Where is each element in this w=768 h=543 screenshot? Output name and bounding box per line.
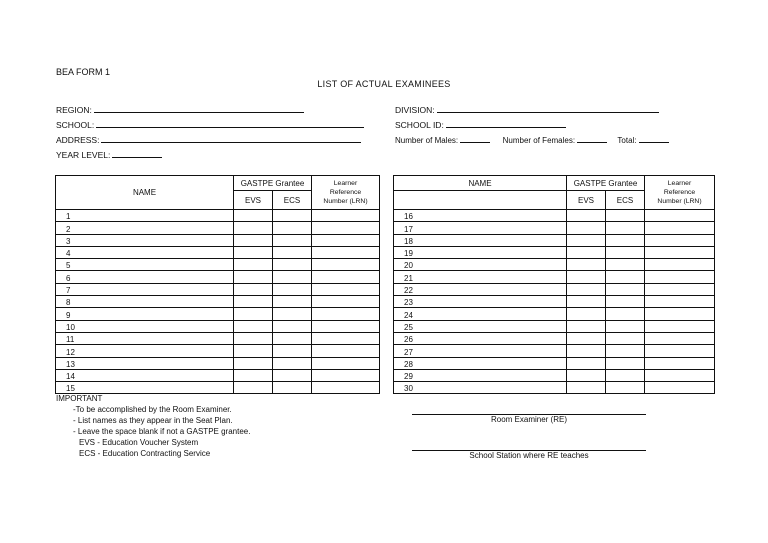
evs-cell[interactable] (567, 382, 606, 394)
ecs-cell[interactable] (273, 382, 312, 394)
ecs-cell[interactable] (273, 345, 312, 357)
lrn-header-line2: Reference (663, 189, 696, 196)
ecs-cell[interactable] (273, 259, 312, 271)
evs-cell[interactable] (567, 369, 606, 381)
school-field[interactable] (56, 119, 364, 130)
ecs-cell[interactable] (606, 222, 645, 234)
ecs-cell[interactable] (273, 369, 312, 381)
name-cell[interactable]: 15 (56, 382, 234, 394)
name-cell[interactable]: 13 (56, 357, 234, 369)
total-input[interactable] (639, 134, 669, 143)
evs-cell[interactable] (234, 271, 273, 283)
table-row (394, 210, 715, 222)
evs-cell[interactable] (567, 357, 606, 369)
evs-cell[interactable] (234, 308, 273, 320)
evs-cell[interactable] (567, 210, 606, 222)
ecs-cell[interactable] (606, 259, 645, 271)
examinees-table-right (393, 175, 715, 394)
note-item: - List names as they appear in the Seat Plan. (73, 416, 233, 425)
ecs-cell[interactable] (606, 320, 645, 332)
school-station-label: School Station where RE teaches (469, 451, 589, 460)
ecs-cell[interactable] (606, 246, 645, 258)
table-row (394, 345, 715, 357)
evs-cell[interactable] (234, 296, 273, 308)
lrn-cell[interactable] (645, 308, 715, 320)
males-input[interactable] (460, 134, 490, 143)
evs-cell[interactable] (234, 259, 273, 271)
table-row (394, 308, 715, 320)
evs-cell[interactable] (567, 296, 606, 308)
ecs-cell[interactable] (606, 369, 645, 381)
name-cell[interactable]: 8 (56, 296, 234, 308)
lrn-cell[interactable] (645, 369, 715, 381)
ecs-cell[interactable] (273, 308, 312, 320)
table-row (394, 234, 715, 246)
room-examiner-signature[interactable] (412, 414, 646, 424)
lrn-cell[interactable] (312, 234, 380, 246)
table-row (56, 345, 380, 357)
lrn-cell[interactable] (645, 271, 715, 283)
name-cell[interactable]: 17 (394, 222, 567, 234)
examinees-table-left (55, 175, 380, 394)
evs-cell[interactable] (567, 234, 606, 246)
table-row (394, 357, 715, 369)
name-header-spacer (394, 191, 567, 210)
ecs-cell[interactable] (273, 332, 312, 344)
evs-cell[interactable] (567, 308, 606, 320)
ecs-cell[interactable] (606, 271, 645, 283)
division-label: DIVISION: (395, 105, 435, 115)
name-header: NAME (56, 176, 234, 210)
table-row (56, 259, 380, 271)
name-cell[interactable]: 4 (56, 246, 234, 258)
evs-cell[interactable] (567, 332, 606, 344)
name-cell[interactable]: 10 (56, 320, 234, 332)
note-item: - Leave the space blank if not a GASTPE grantee. (73, 427, 251, 436)
ecs-cell[interactable] (273, 271, 312, 283)
notes-heading: IMPORTANT (56, 394, 103, 403)
name-cell[interactable]: 14 (56, 369, 234, 381)
ecs-cell[interactable] (273, 234, 312, 246)
name-cell[interactable]: 28 (394, 357, 567, 369)
evs-cell[interactable] (234, 246, 273, 258)
lrn-cell[interactable] (645, 320, 715, 332)
females-input[interactable] (577, 134, 607, 143)
region-label: REGION: (56, 105, 92, 115)
lrn-cell[interactable] (312, 369, 380, 381)
ecs-cell[interactable] (273, 210, 312, 222)
evs-cell[interactable] (567, 222, 606, 234)
table-row (56, 283, 380, 295)
evs-cell[interactable] (234, 332, 273, 344)
name-cell[interactable]: 6 (56, 271, 234, 283)
name-cell[interactable]: 25 (394, 320, 567, 332)
table-row (394, 296, 715, 308)
lrn-header (312, 176, 380, 210)
table-row (56, 234, 380, 246)
ecs-cell[interactable] (606, 296, 645, 308)
evs-cell[interactable] (567, 259, 606, 271)
table-row (56, 296, 380, 308)
table-row (394, 271, 715, 283)
males-label: Number of Males: (395, 136, 459, 145)
table-row (56, 308, 380, 320)
lrn-cell[interactable] (645, 345, 715, 357)
table-row (56, 369, 380, 381)
note-item: EVS - Education Voucher System (79, 438, 199, 447)
gastpe-header: GASTPE Grantee (567, 176, 645, 191)
name-cell[interactable]: 12 (56, 345, 234, 357)
table-row (56, 271, 380, 283)
evs-header: EVS (567, 191, 606, 210)
name-cell[interactable]: 3 (56, 234, 234, 246)
lrn-cell[interactable] (645, 246, 715, 258)
lrn-cell[interactable] (645, 357, 715, 369)
table-row (56, 246, 380, 258)
lrn-cell[interactable] (645, 332, 715, 344)
table-row (56, 320, 380, 332)
ecs-header: ECS (606, 191, 645, 210)
name-cell[interactable]: 11 (56, 332, 234, 344)
name-cell[interactable]: 24 (394, 308, 567, 320)
gastpe-header: GASTPE Grantee (234, 176, 312, 191)
name-cell[interactable]: 18 (394, 234, 567, 246)
evs-cell[interactable] (567, 283, 606, 295)
region-field[interactable] (56, 104, 304, 115)
ecs-cell[interactable] (273, 296, 312, 308)
lrn-cell[interactable] (645, 283, 715, 295)
name-cell[interactable]: 1 (56, 210, 234, 222)
ecs-cell[interactable] (273, 320, 312, 332)
evs-cell[interactable] (234, 345, 273, 357)
lrn-cell[interactable] (312, 382, 380, 394)
name-cell[interactable]: 5 (56, 259, 234, 271)
ecs-cell[interactable] (606, 332, 645, 344)
lrn-cell[interactable] (312, 222, 380, 234)
note-item: ECS - Education Contracting Service (79, 449, 211, 458)
evs-header: EVS (234, 191, 273, 210)
table-row (56, 222, 380, 234)
ecs-cell[interactable] (273, 283, 312, 295)
table-row (56, 210, 380, 222)
evs-cell[interactable] (234, 357, 273, 369)
evs-cell[interactable] (234, 210, 273, 222)
name-cell[interactable]: 20 (394, 259, 567, 271)
name-cell[interactable]: 30 (394, 382, 567, 394)
name-cell[interactable]: 16 (394, 210, 567, 222)
school-station-signature[interactable] (412, 450, 646, 460)
name-header: NAME (394, 176, 567, 191)
table-row (56, 332, 380, 344)
evs-cell[interactable] (234, 283, 273, 295)
ecs-cell[interactable] (606, 308, 645, 320)
ecs-cell[interactable] (606, 357, 645, 369)
table-row (394, 369, 715, 381)
ecs-header: ECS (273, 191, 312, 210)
ecs-cell[interactable] (606, 345, 645, 357)
evs-cell[interactable] (234, 320, 273, 332)
lrn-cell[interactable] (312, 296, 380, 308)
lrn-cell[interactable] (312, 332, 380, 344)
evs-cell[interactable] (234, 369, 273, 381)
address-label: ADDRESS: (56, 135, 100, 145)
lrn-cell[interactable] (645, 222, 715, 234)
ecs-cell[interactable] (606, 382, 645, 394)
address-field[interactable] (56, 134, 361, 145)
name-cell[interactable]: 2 (56, 222, 234, 234)
ecs-cell[interactable] (606, 210, 645, 222)
name-cell[interactable]: 27 (394, 345, 567, 357)
table-row (394, 332, 715, 344)
name-cell[interactable]: 21 (394, 271, 567, 283)
name-cell[interactable]: 29 (394, 369, 567, 381)
lrn-cell[interactable] (645, 296, 715, 308)
lrn-header-line3: Number (LRN) (323, 198, 368, 205)
lrn-cell[interactable] (312, 271, 380, 283)
name-cell[interactable]: 7 (56, 283, 234, 295)
lrn-header-line1: Learner (333, 180, 358, 187)
ecs-cell[interactable] (606, 234, 645, 246)
form-code: BEA FORM 1 (56, 67, 111, 77)
division-field[interactable] (395, 104, 659, 115)
lrn-header-line3: Number (LRN) (657, 198, 702, 205)
table-row (394, 320, 715, 332)
year-level-label: YEAR LEVEL: (56, 150, 111, 160)
ecs-cell[interactable] (273, 357, 312, 369)
lrn-cell[interactable] (312, 320, 380, 332)
table-row (394, 283, 715, 295)
counts-field (395, 134, 669, 145)
evs-cell[interactable] (567, 320, 606, 332)
evs-cell[interactable] (234, 222, 273, 234)
lrn-cell[interactable] (312, 210, 380, 222)
evs-cell[interactable] (567, 345, 606, 357)
evs-cell[interactable] (567, 246, 606, 258)
name-cell[interactable]: 23 (394, 296, 567, 308)
lrn-cell[interactable] (645, 234, 715, 246)
school-label: SCHOOL: (56, 120, 95, 130)
school-id-label: SCHOOL ID: (395, 120, 444, 130)
evs-cell[interactable] (234, 234, 273, 246)
lrn-header-line1: Learner (667, 180, 692, 187)
lrn-cell[interactable] (645, 210, 715, 222)
table-row (394, 259, 715, 271)
evs-cell[interactable] (567, 271, 606, 283)
females-label: Number of Females: (502, 136, 576, 145)
school-id-field[interactable] (395, 119, 566, 130)
room-examiner-label: Room Examiner (RE) (490, 415, 567, 424)
lrn-cell[interactable] (312, 357, 380, 369)
note-item: -To be accomplished by the Room Examiner. (73, 405, 232, 414)
page-title: LIST OF ACTUAL EXAMINEES (317, 79, 451, 89)
lrn-cell[interactable] (312, 345, 380, 357)
table-row (394, 382, 715, 394)
year-level-field[interactable] (56, 149, 162, 160)
lrn-cell[interactable] (312, 308, 380, 320)
table-row (394, 222, 715, 234)
name-cell[interactable]: 26 (394, 332, 567, 344)
table-row (56, 357, 380, 369)
ecs-cell[interactable] (273, 222, 312, 234)
table-row (394, 246, 715, 258)
lrn-cell[interactable] (312, 283, 380, 295)
lrn-header (645, 176, 715, 210)
ecs-cell[interactable] (606, 283, 645, 295)
important-notes (56, 393, 250, 459)
lrn-cell[interactable] (645, 382, 715, 394)
lrn-cell[interactable] (312, 246, 380, 258)
name-cell[interactable]: 19 (394, 246, 567, 258)
lrn-cell[interactable] (312, 259, 380, 271)
name-cell[interactable]: 9 (56, 308, 234, 320)
lrn-header-line2: Reference (329, 189, 362, 196)
lrn-cell[interactable] (645, 259, 715, 271)
ecs-cell[interactable] (273, 246, 312, 258)
total-label: Total: (617, 136, 637, 145)
name-cell[interactable]: 22 (394, 283, 567, 295)
